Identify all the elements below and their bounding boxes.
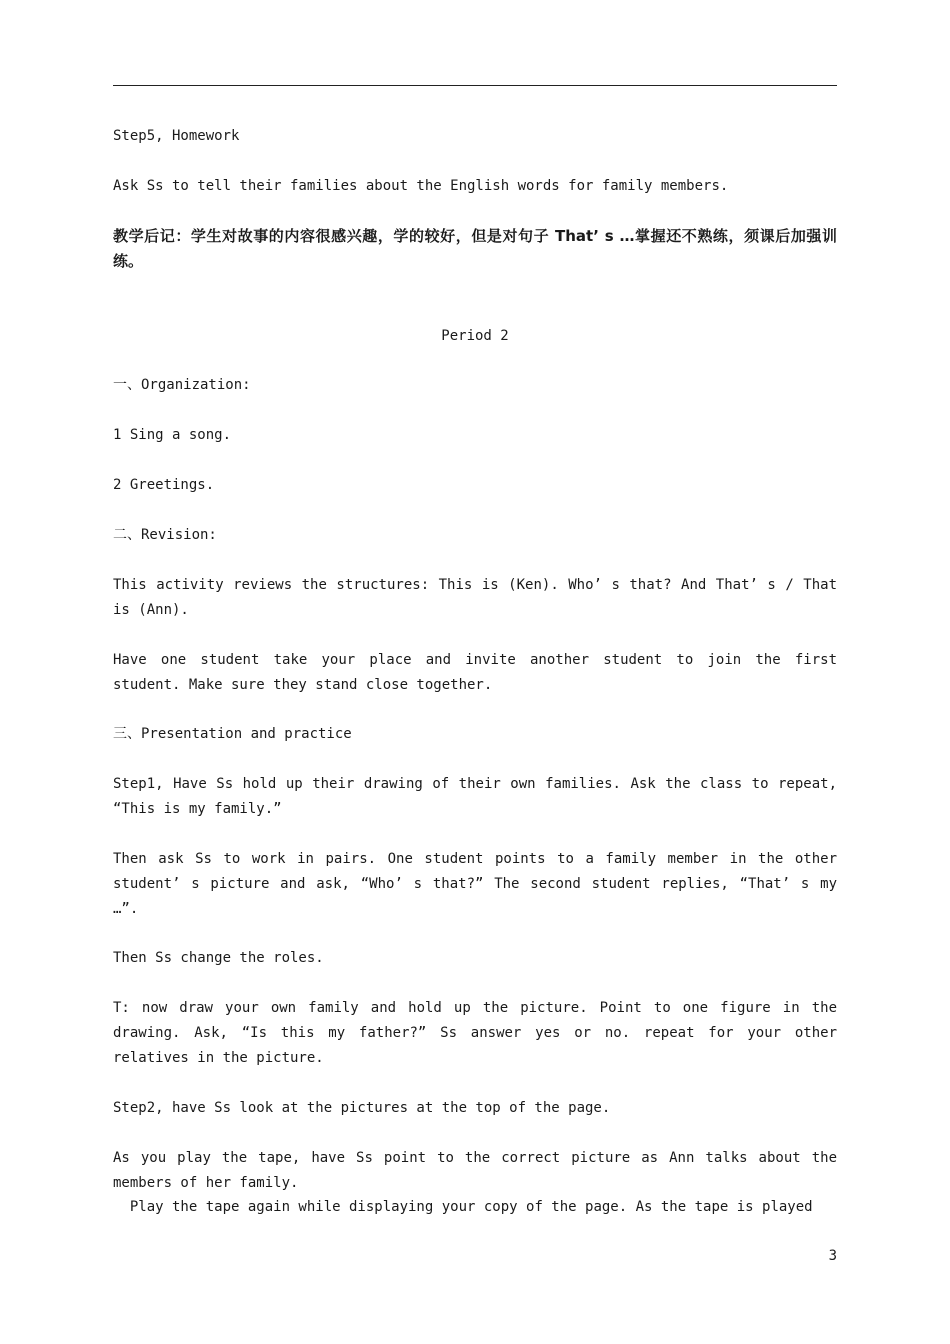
step2-text: Step2, have Ss look at the pictures at the top of the page.: [113, 1100, 611, 1116]
sing-song-item: 1 Sing a song.: [113, 427, 232, 443]
step5-heading: Step5, Homework: [113, 128, 240, 144]
homework-text: Ask Ss to tell their families about the English words for family members.: [113, 178, 729, 194]
section-organization: 一、Organization:: [113, 377, 251, 393]
pair-work-text: Then ask Ss to work in pairs. One student points to a family member in the other student’ s picture and ask, “Who’ s that?” The second student replies, “That’ s my …”.: [113, 851, 846, 917]
play-tape-again-text: Play the tape again while displaying your copy of the page. As the tape is played: [113, 1199, 813, 1215]
revision-instructions: Have one student take your place and invite another student to join the first student. Make sure they stand close together.: [113, 652, 846, 693]
page-number: 3: [828, 1248, 837, 1264]
change-roles-text: Then Ss change the roles.: [113, 950, 324, 966]
section-revision: 二、Revision:: [113, 527, 217, 543]
period-title: Period 2: [441, 328, 509, 344]
teaching-notes: 教学后记：学生对故事的内容很感兴趣，学的较好，但是对句子 That’ s …掌握还不熟练，须课后加强训练。: [113, 227, 837, 270]
section-presentation: 三、Presentation and practice: [113, 726, 352, 742]
step1-text: Step1, Have Ss hold up their drawing of their own families. Ask the class to repeat, “This is my family.”: [113, 776, 846, 817]
revision-text: This activity reviews the structures: This is (Ken). Who’ s that? And That’ s / That is (Ann).: [113, 577, 846, 618]
play-tape-text: As you play the tape, have Ss point to the correct picture as Ann talks about the members of her family.: [113, 1150, 846, 1191]
greetings-item: 2 Greetings.: [113, 477, 215, 493]
header-rule: [113, 85, 837, 86]
draw-family-text: T: now draw your own family and hold up the picture. Point to one figure in the drawing. Ask, “Is this my father?” Ss answer yes or no. repeat for your other relatives in the picture.: [113, 1000, 846, 1066]
